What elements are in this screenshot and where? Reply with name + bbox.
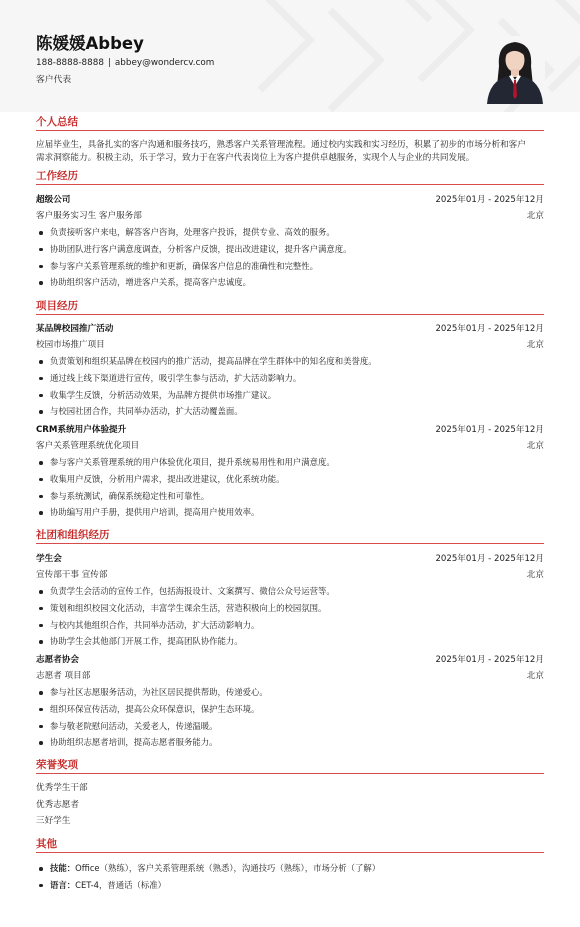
skills-value: Office（熟练），客户关系管理系统（熟悉），沟通技巧（熟练），市场分析（了解） — [75, 863, 381, 873]
resume-header — [0, 0, 580, 112]
section-summary — [36, 115, 544, 131]
award-item: 三好学生 — [36, 816, 71, 826]
entry-subtitle: 志愿者 项目部 — [36, 671, 91, 681]
skills-key: 技能： — [50, 863, 76, 873]
bullet-list — [36, 684, 544, 751]
bullet-item: 负责策划和组织某品牌在校园内的推广活动，提高品牌在学生群体中的知名度和美誉度。 — [36, 353, 544, 370]
other-list — [36, 860, 544, 894]
language-value: CET-4，普通话（标准） — [75, 879, 166, 890]
section-projects — [36, 299, 544, 315]
entry-date: 2025年01月 - 2025年12月 — [435, 655, 544, 665]
bullet-item: 与校内其他组织合作，共同举办活动，扩大活动影响力。 — [36, 617, 544, 634]
section-other — [36, 837, 544, 853]
bullet-item: 协助编写用户手册，提供用户培训，提高用户使用效率。 — [36, 504, 544, 521]
language-key: 语言： — [50, 879, 76, 890]
section-title: 社团和组织经历 — [36, 529, 110, 541]
bullet-list — [36, 583, 544, 650]
bullet-item: 负责接听客户来电，解答客户咨询，处理客户投诉，提供专业、高效的服务。 — [36, 224, 544, 241]
awards-list — [36, 780, 544, 830]
bullet-item: 参与客户关系管理系统的用户体验优化项目，提升系统易用性和用户满意度。 — [36, 454, 544, 471]
project-entry — [36, 422, 544, 521]
bullet-item: 与校园社团合作，共同举办活动，扩大活动覆盖面。 — [36, 403, 544, 420]
entry-location: 北京 — [526, 671, 544, 681]
section-title: 荣誉奖项 — [36, 759, 78, 771]
profile-photo — [485, 36, 545, 104]
summary-text — [36, 139, 544, 165]
section-title: 其他 — [36, 838, 57, 850]
bullet-list — [36, 860, 544, 894]
bullet-item: 收集用户反馈，分析用户需求，提出改进建议，优化系统功能。 — [36, 471, 544, 488]
bullet-list — [36, 353, 544, 420]
contact-separator: | — [107, 58, 111, 68]
job-target: 客户代表 — [36, 75, 72, 85]
section-divider — [36, 314, 544, 315]
bullet-item: 协助组织客户活动，增进客户关系，提高客户忠诚度。 — [36, 274, 544, 291]
entry-location: 北京 — [526, 441, 544, 451]
entry-subtitle: 客户服务实习生 客户服务部 — [36, 211, 142, 221]
bullet-item: 参与系统测试，确保系统稳定性和可靠性。 — [36, 488, 544, 505]
bullet-item: 协助团队进行客户满意度调查，分析客户反馈，提出改进建议，提升客户满意度。 — [36, 241, 544, 258]
entry-date: 2025年01月 - 2025年12月 — [435, 324, 544, 334]
bullet-list — [36, 224, 544, 291]
entry-location: 北京 — [526, 211, 544, 221]
entry-date: 2025年01月 - 2025年12月 — [435, 425, 544, 435]
award-item: 优秀学生干部 — [36, 783, 88, 793]
work-entry — [36, 192, 544, 291]
bullet-item: 收集学生反馈，分析活动效果，为品牌方提供市场推广建议。 — [36, 387, 544, 404]
section-divider — [36, 543, 544, 544]
entry-org: 超级公司 — [36, 195, 71, 205]
section-title: 项目经历 — [36, 300, 78, 312]
bullet-item: 参与客户关系管理系统的维护和更新，确保客户信息的准确性和完整性。 — [36, 258, 544, 275]
bullet-item: 组织环保宣传活动，提高公众环保意识，保护生态环境。 — [36, 701, 544, 718]
summary-line: 应届毕业生，具备扎实的客户沟通和服务技巧，熟悉客户关系管理流程。通过校内实践和实习经历，积累了初步的市场分析和客户 — [36, 140, 526, 150]
entry-org: 志愿者协会 — [36, 655, 79, 665]
club-entry — [36, 652, 544, 751]
club-entry — [36, 551, 544, 650]
entry-date: 2025年01月 - 2025年12月 — [435, 195, 544, 205]
award-item: 优秀志愿者 — [36, 799, 79, 810]
section-divider — [36, 852, 544, 853]
entry-org: CRM系统用户体验提升 — [36, 425, 127, 435]
entry-subtitle: 宣传部干事 宣传部 — [36, 570, 108, 580]
section-divider — [36, 184, 544, 185]
entry-location: 北京 — [526, 570, 544, 580]
bullet-item: 负责学生会活动的宣传工作，包括海报设计、文案撰写、微信公众号运营等。 — [36, 583, 544, 600]
entry-org: 某品牌校园推广活动 — [36, 324, 114, 334]
section-divider — [36, 130, 544, 131]
candidate-name: 陈媛媛Abbey — [36, 34, 144, 53]
section-clubs — [36, 528, 544, 544]
email-address: abbey@wondercv.com — [114, 58, 215, 68]
phone-number: 188-8888-8888 — [36, 58, 104, 68]
bullet-list — [36, 454, 544, 521]
section-awards — [36, 758, 544, 774]
section-title: 工作经历 — [36, 170, 78, 182]
entry-subtitle: 客户关系管理系统优化项目 — [36, 441, 140, 451]
language-item — [36, 877, 544, 894]
bullet-item: 通过线上线下渠道进行宣传，吸引学生参与活动，扩大活动影响力。 — [36, 370, 544, 387]
bullet-item: 协助学生会其他部门开展工作，提高团队协作能力。 — [36, 633, 544, 650]
entry-date: 2025年01月 - 2025年12月 — [435, 554, 544, 564]
project-entry — [36, 321, 544, 420]
section-title: 个人总结 — [36, 116, 78, 128]
entry-org: 学生会 — [36, 554, 62, 564]
bullet-item: 协助组织志愿者培训，提高志愿者服务能力。 — [36, 734, 544, 751]
contact-line — [36, 58, 214, 68]
skills-item — [36, 860, 544, 877]
summary-line: 需求洞察能力。积极主动，乐于学习，致力于在客户代表岗位上为客户提供卓越服务，实现个人与企业的共同发展。 — [36, 153, 475, 163]
bullet-item: 策划和组织校园文化活动，丰富学生课余生活，营造积极向上的校园氛围。 — [36, 600, 544, 617]
section-divider — [36, 773, 544, 774]
entry-subtitle: 校园市场推广项目 — [36, 340, 105, 350]
section-work — [36, 169, 544, 185]
bullet-item: 参与敬老院慰问活动，关爱老人，传递温暖。 — [36, 718, 544, 735]
bullet-item: 参与社区志愿服务活动，为社区居民提供帮助，传递爱心。 — [36, 684, 544, 701]
entry-location: 北京 — [526, 340, 544, 350]
